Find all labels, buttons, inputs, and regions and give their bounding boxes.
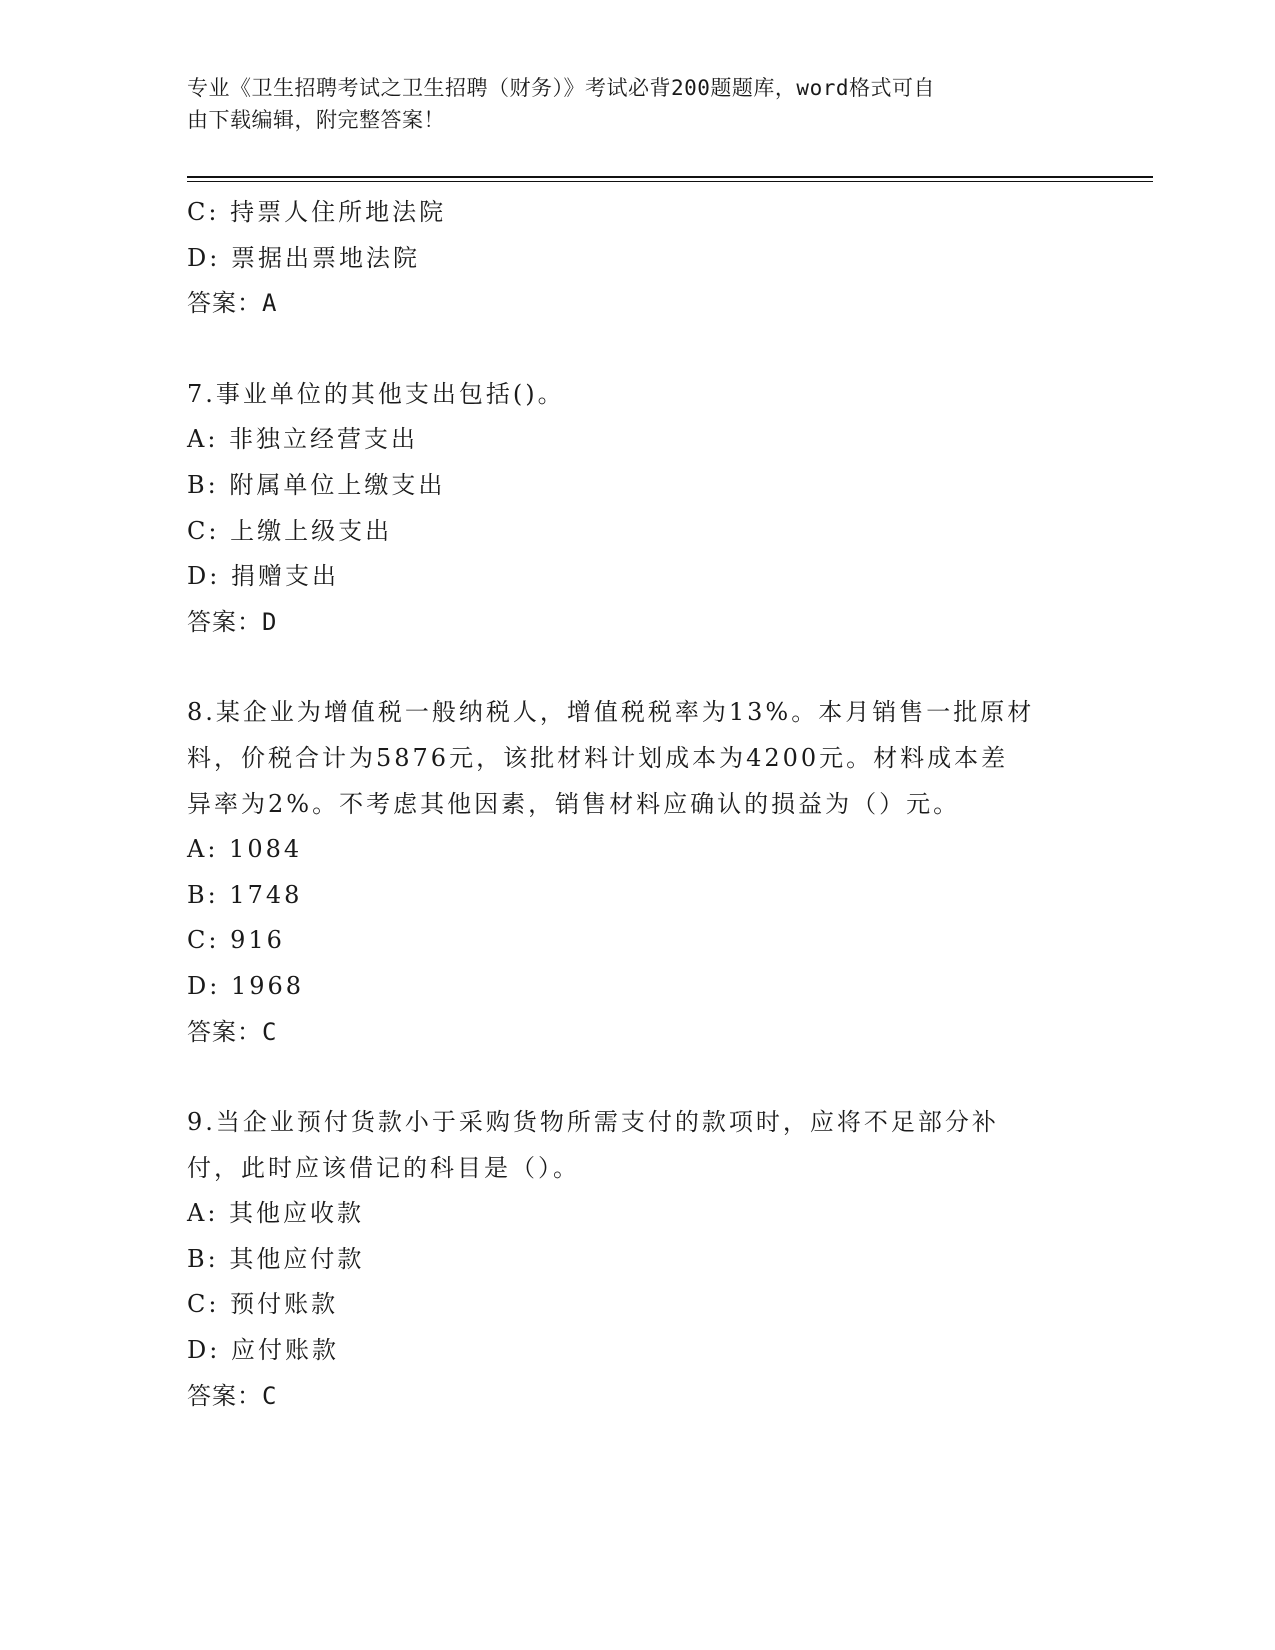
question-9 [187, 1100, 1087, 1419]
question-gap [187, 1055, 1087, 1100]
option-b: B: 1748 [187, 880, 303, 909]
answer-line: 答案：D [187, 607, 278, 636]
question-stem-line-1: 9.当企业预付货款小于采购货物所需支付的款项时，应将不足部分补 [187, 1108, 999, 1137]
question-stem-line-3: 异率为2%。不考虑其他因素，销售材料应确认的损益为（）元。 [187, 789, 961, 818]
document-header [187, 72, 1067, 136]
option-b: B: 附属单位上缴支出 [187, 470, 446, 499]
question-gap [187, 327, 1087, 372]
option-d: D: 应付账款 [187, 1336, 339, 1365]
question-stem-line-2: 付，此时应该借记的科目是（）。 [187, 1153, 580, 1182]
option-c: C: 上缴上级支出 [187, 516, 393, 545]
option-c: C: 预付账款 [187, 1290, 339, 1319]
option-d: D: 捐赠支出 [187, 562, 339, 591]
question-list [187, 190, 1087, 1419]
answer-line: 答案：A [187, 289, 278, 318]
option-d: D: 1968 [187, 971, 305, 1000]
previous-question [187, 190, 1087, 327]
answer-line: 答案：C [187, 1017, 278, 1046]
option-d: D: 票据出票地法院 [187, 243, 420, 272]
question-8 [187, 690, 1087, 1055]
option-a: A: 1084 [187, 835, 303, 864]
question-stem-line-1: 8.某企业为增值税一般纳税人，增值税税率为13%。本月销售一批原材 [187, 698, 1035, 727]
option-b: B: 其他应付款 [187, 1244, 365, 1273]
answer-line: 答案：C [187, 1381, 278, 1410]
question-stem: 7.事业单位的其他支出包括()。 [187, 379, 565, 408]
question-gap [187, 645, 1087, 690]
option-c: C: 916 [187, 926, 285, 955]
question-7 [187, 372, 1087, 646]
option-a: A: 其他应收款 [187, 1199, 365, 1228]
option-a: A: 非独立经营支出 [187, 425, 419, 454]
header-title-line-2: 由下载编辑，附完整答案！ [187, 108, 445, 132]
option-c: C: 持票人住所地法院 [187, 198, 447, 226]
header-title-line-1: 专业《卫生招聘考试之卫生招聘（财务）》考试必背200题题库，word格式可自 [187, 76, 935, 100]
header-divider-thick [187, 176, 1153, 178]
header-divider-thin [187, 181, 1153, 182]
question-stem-line-2: 料，价税合计为5876元，该批材料计划成本为4200元。材料成本差 [187, 743, 1009, 772]
